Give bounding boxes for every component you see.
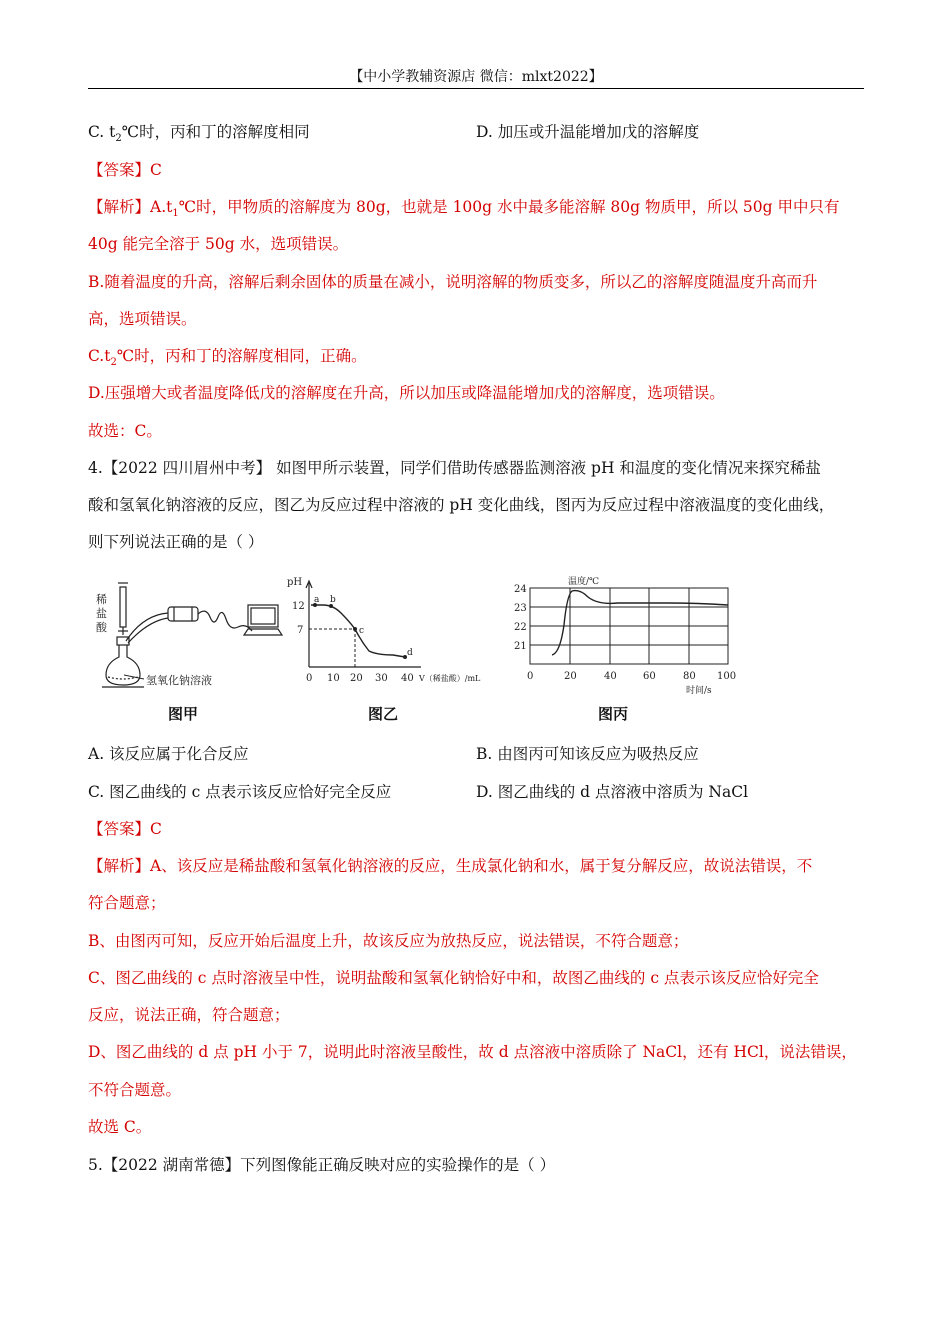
fig-yi-point-b: b bbox=[330, 595, 336, 605]
fig-bing-ytick-24: 24 bbox=[514, 584, 527, 595]
q4-option-c: C. 图乙曲线的 c 点表示该反应恰好完全反应 bbox=[88, 783, 392, 801]
fig-yi-point-d: d bbox=[407, 648, 413, 658]
fig-yi-point-c: c bbox=[359, 626, 365, 636]
fig-bing-xtick-20: 20 bbox=[564, 671, 577, 682]
fig-bing-xlabel: 时间/s bbox=[686, 686, 712, 696]
fig-bing-xtick-100: 100 bbox=[717, 671, 737, 682]
fig-yi-point-a: a bbox=[314, 595, 320, 605]
fig-bing-xtick-60: 60 bbox=[643, 671, 656, 682]
q4-figures bbox=[88, 575, 748, 725]
fig-yi-xtick-30: 30 bbox=[375, 673, 388, 684]
q3-option-d: D. 加压或升温能增加戊的溶解度 bbox=[476, 123, 700, 141]
q4-option-a: A. 该反应属于化合反应 bbox=[88, 745, 249, 763]
fig-yi-xtick-10: 10 bbox=[327, 673, 340, 684]
fig-yi-ytick-12: 12 bbox=[292, 601, 305, 612]
q3-answer: 【答案】C bbox=[88, 161, 162, 179]
fig-bing-ytick-23: 23 bbox=[514, 603, 527, 614]
q3-option-c: C. $t_2℃$时，丙和丁的溶解度相同 bbox=[88, 123, 310, 145]
q4-choose: 故选 C。 bbox=[88, 1118, 152, 1136]
fig-bing-xtick-40: 40 bbox=[604, 671, 617, 682]
q4-analysis-c-line1: C、图乙曲线的 c 点时溶液呈中性，说明盐酸和氢氧化钠恰好中和，故图乙曲线的 c 点表示该反应恰好完全 bbox=[88, 969, 819, 987]
q4-stem-line1: 4.【2022 四川眉州中考】 如图甲所示装置，同学们借助传感器监测溶液 pH 和温度的变化情况来探究稀盐 bbox=[88, 459, 821, 477]
q3-analysis-b-line2: 高，选项错误。 bbox=[88, 310, 197, 328]
fig-yi-xtick-0: 0 bbox=[306, 673, 313, 684]
fig-yi-xlabel: V（稀盐酸）/mL bbox=[419, 674, 481, 683]
fig-yi-xtick-40: 40 bbox=[401, 673, 414, 684]
fig-jia-caption: 图甲 bbox=[168, 705, 199, 723]
page-header: 【中小学教辅资源店 微信：mlxt2022】 bbox=[349, 69, 603, 85]
fig-yi-caption: 图乙 bbox=[368, 705, 399, 723]
fig-jia-naoh-label: 氢氧化钠溶液 bbox=[146, 674, 212, 687]
fig-bing-xtick-0: 0 bbox=[527, 671, 534, 682]
header-rule bbox=[88, 88, 864, 89]
q3-analysis-b-line1: B.随着温度的升高，溶解后剩余固体的质量在减小，说明溶解的物质变多，所以乙的溶解度随温度升高而升 bbox=[88, 273, 818, 291]
fig-yi-ytick-7: 7 bbox=[297, 625, 304, 636]
q4-analysis-d-line2: 不符合题意。 bbox=[88, 1081, 182, 1099]
fig-jia-apparatus bbox=[88, 575, 288, 690]
q4-analysis-a-line1: 【解析】A、该反应是稀盐酸和氢氧化钠溶液的反应，生成氯化钠和水，属于复分解反应，故说法错误，不 bbox=[88, 857, 813, 875]
fig-bing-ylabel: 温度/℃ bbox=[568, 577, 600, 587]
q4-option-d: D. 图乙曲线的 d 点溶液中溶质为 NaCl bbox=[476, 783, 749, 801]
fig-jia-acid-label-2: 盐 bbox=[96, 607, 107, 620]
q3-choose: 故选：C。 bbox=[88, 422, 162, 440]
q3-analysis-a-line1: 【解析】$A.t_1℃$时，甲物质的溶解度为 80g，也就是 100g 水中最多能溶解 80g 物质甲，所以 50g 甲中只有 bbox=[88, 198, 840, 220]
q3-analysis-d: D.压强增大或者温度降低戊的溶解度在升高，所以加压或降温能增加戊的溶解度，选项错误。 bbox=[88, 384, 725, 402]
fig-yi-xtick-20: 20 bbox=[350, 673, 363, 684]
fig-bing-ytick-21: 21 bbox=[514, 641, 527, 652]
fig-jia-acid-label-1: 稀 bbox=[96, 593, 107, 606]
fig-bing-caption: 图丙 bbox=[598, 705, 629, 723]
fig-yi-ylabel: pH bbox=[287, 577, 303, 588]
q4-analysis-a-line2: 符合题意； bbox=[88, 894, 166, 912]
q4-analysis-d-line1: D、图乙曲线的 d 点 pH 小于 7，说明此时溶液呈酸性，故 d 点溶液中溶质除了 NaCl，还有 HCl，说法错误， bbox=[88, 1043, 857, 1061]
q4-stem-line2: 酸和氢氧化钠溶液的反应，图乙为反应过程中溶液的 pH 变化曲线，图丙为反应过程中溶液温度的变化曲线， bbox=[88, 496, 835, 514]
q4-analysis-b: B、由图丙可知，反应开始后温度上升，故该反应为放热反应，说法错误，不符合题意； bbox=[88, 932, 689, 950]
fig-bing-xtick-80: 80 bbox=[683, 671, 696, 682]
q4-stem-line3: 则下列说法正确的是（ ） bbox=[88, 533, 264, 551]
q3-analysis-c: $C.t_2℃$时，丙和丁的溶解度相同，正确。 bbox=[88, 347, 367, 369]
q4-answer: 【答案】C bbox=[88, 820, 162, 838]
fig-jia-acid-label-3: 酸 bbox=[96, 621, 107, 634]
q4-option-b: B. 由图丙可知该反应为吸热反应 bbox=[476, 745, 699, 763]
fig-bing-chart bbox=[508, 575, 748, 700]
fig-bing-ytick-22: 22 bbox=[514, 622, 527, 633]
fig-yi-chart bbox=[283, 575, 518, 690]
q3-analysis-a-line2: 40g 能完全溶于 50g 水，选项错误。 bbox=[88, 235, 349, 253]
q5-stem: 5.【2022 湖南常德】下列图像能正确反映对应的实验操作的是（ ） bbox=[88, 1156, 556, 1174]
q4-analysis-c-line2: 反应，说法正确，符合题意； bbox=[88, 1006, 290, 1024]
